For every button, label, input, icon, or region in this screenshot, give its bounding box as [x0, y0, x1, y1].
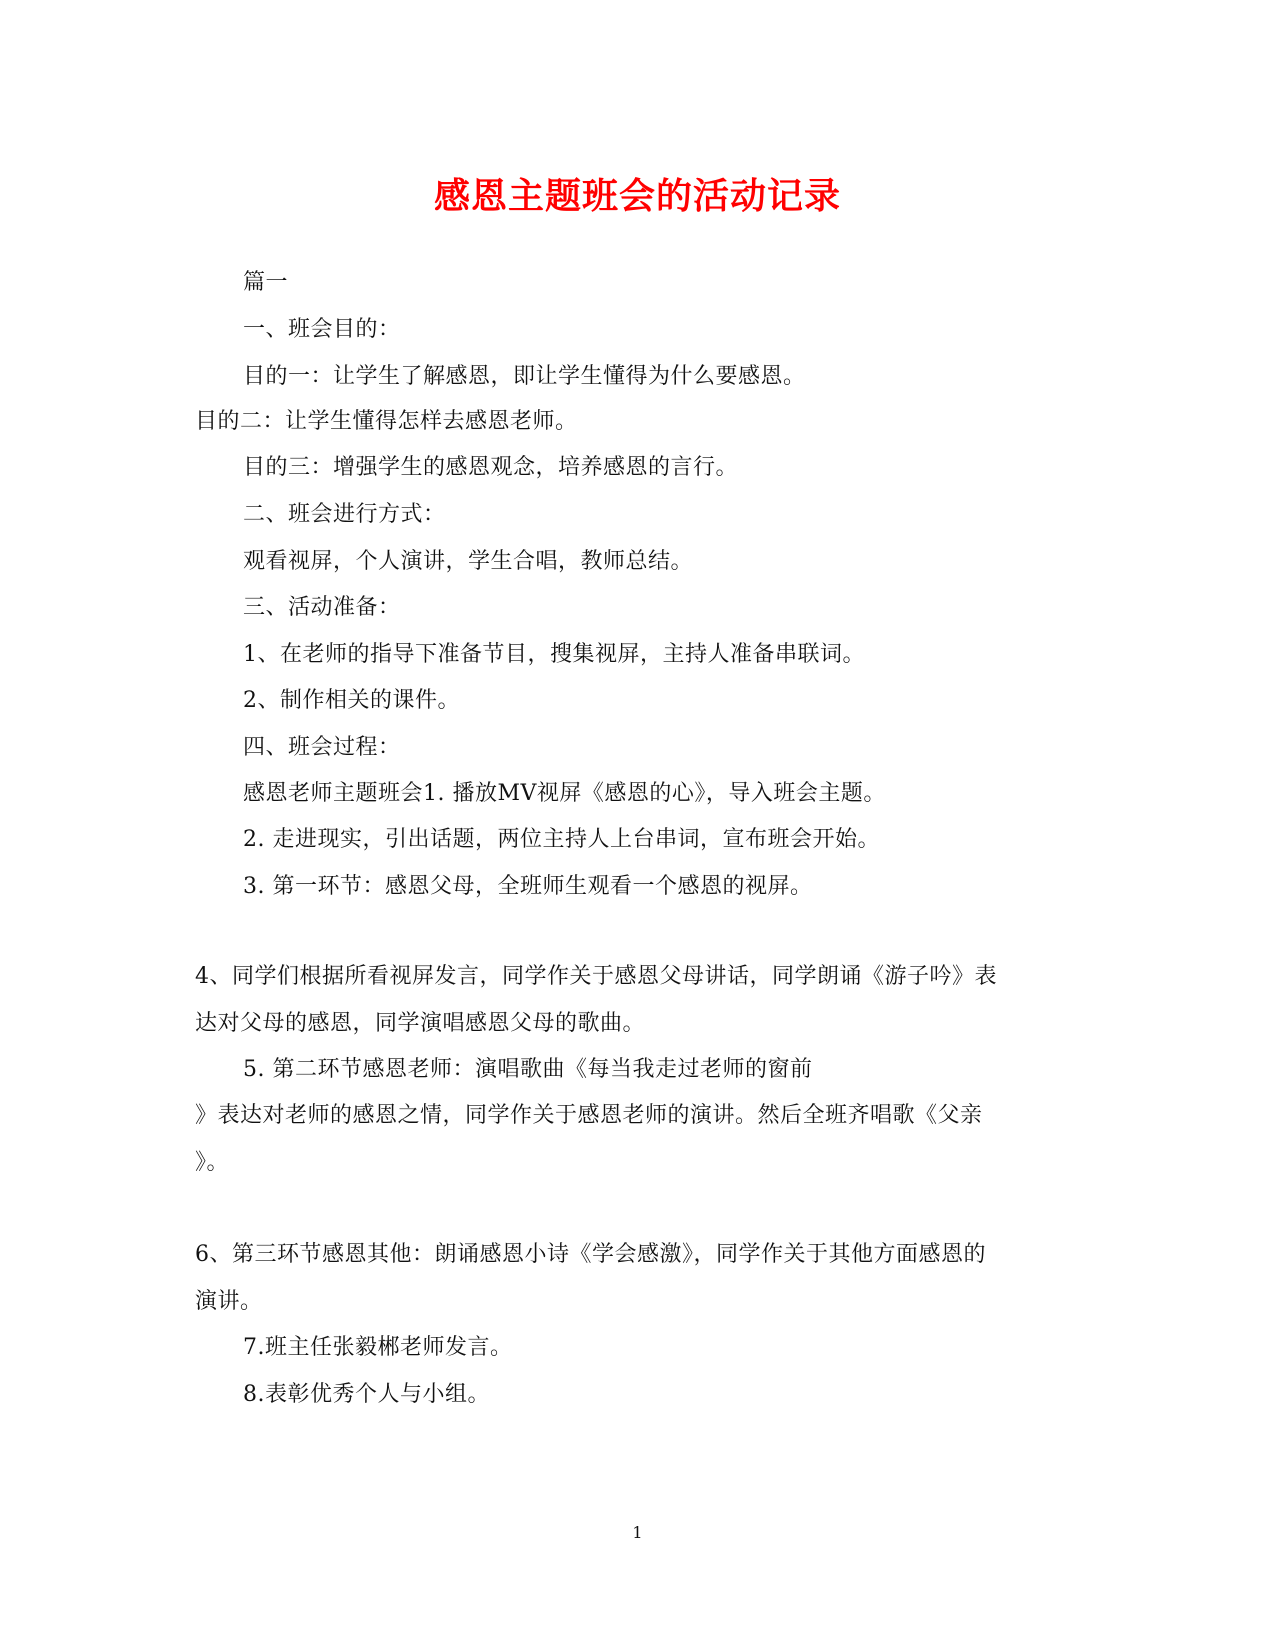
- paragraph-line: 观看视屏，个人演讲，学生合唱，教师总结。: [243, 549, 694, 574]
- paragraph-line: 1、在老师的指导下准备节目，搜集视屏，主持人准备串联词。: [243, 642, 865, 667]
- heading-preparation: 三、活动准备：: [243, 595, 401, 620]
- paragraph-line: 6、第三环节感恩其他：朗诵感恩小诗《学会感激》，同学作关于其他方面感恩的: [195, 1242, 986, 1267]
- paragraph-line: 2. 走进现实，引出话题，两位主持人上台串词，宣布班会开始。: [243, 827, 880, 852]
- paragraph-line: 7.班主任张毅郴老师发言。: [243, 1335, 513, 1360]
- document-title: 感恩主题班会的活动记录: [433, 175, 841, 217]
- heading-purpose: 一、班会目的：: [243, 317, 401, 342]
- heading-process: 四、班会过程：: [243, 735, 401, 760]
- paragraph-line: 目的三：增强学生的感恩观念，培养感恩的言行。: [243, 455, 739, 480]
- heading-method: 二、班会进行方式：: [243, 502, 446, 527]
- paragraph-line: 目的二：让学生懂得怎样去感恩老师。: [195, 409, 578, 434]
- section-heading: 篇一: [243, 270, 289, 295]
- paragraph-line: 演讲。: [195, 1289, 263, 1314]
- paragraph-line: 8.表彰优秀个人与小组。: [243, 1382, 490, 1407]
- paragraph-line: 》表达对老师的感恩之情，同学作关于感恩老师的演讲。然后全班齐唱歌《父亲: [195, 1103, 983, 1128]
- paragraph-line: 3. 第一环节：感恩父母，全班师生观看一个感恩的视屏。: [243, 874, 813, 899]
- paragraph-line: 4、同学们根据所看视屏发言，同学作关于感恩父母讲话，同学朗诵《游子吟》表: [195, 964, 997, 989]
- paragraph-line: 感恩老师主题班会1. 播放MV视屏《感恩的心》，导入班会主题。: [243, 781, 886, 806]
- paragraph-line: 5. 第二环节感恩老师：演唱歌曲《每当我走过老师的窗前: [243, 1057, 813, 1082]
- page-number: 1: [632, 1523, 643, 1542]
- paragraph-line: 2、制作相关的课件。: [243, 688, 460, 713]
- paragraph-line: 》。: [195, 1150, 230, 1175]
- paragraph-line: 达对父母的感恩，同学演唱感恩父母的歌曲。: [195, 1011, 646, 1036]
- paragraph-line: 目的一：让学生了解感恩，即让学生懂得为什么要感恩。: [243, 364, 806, 389]
